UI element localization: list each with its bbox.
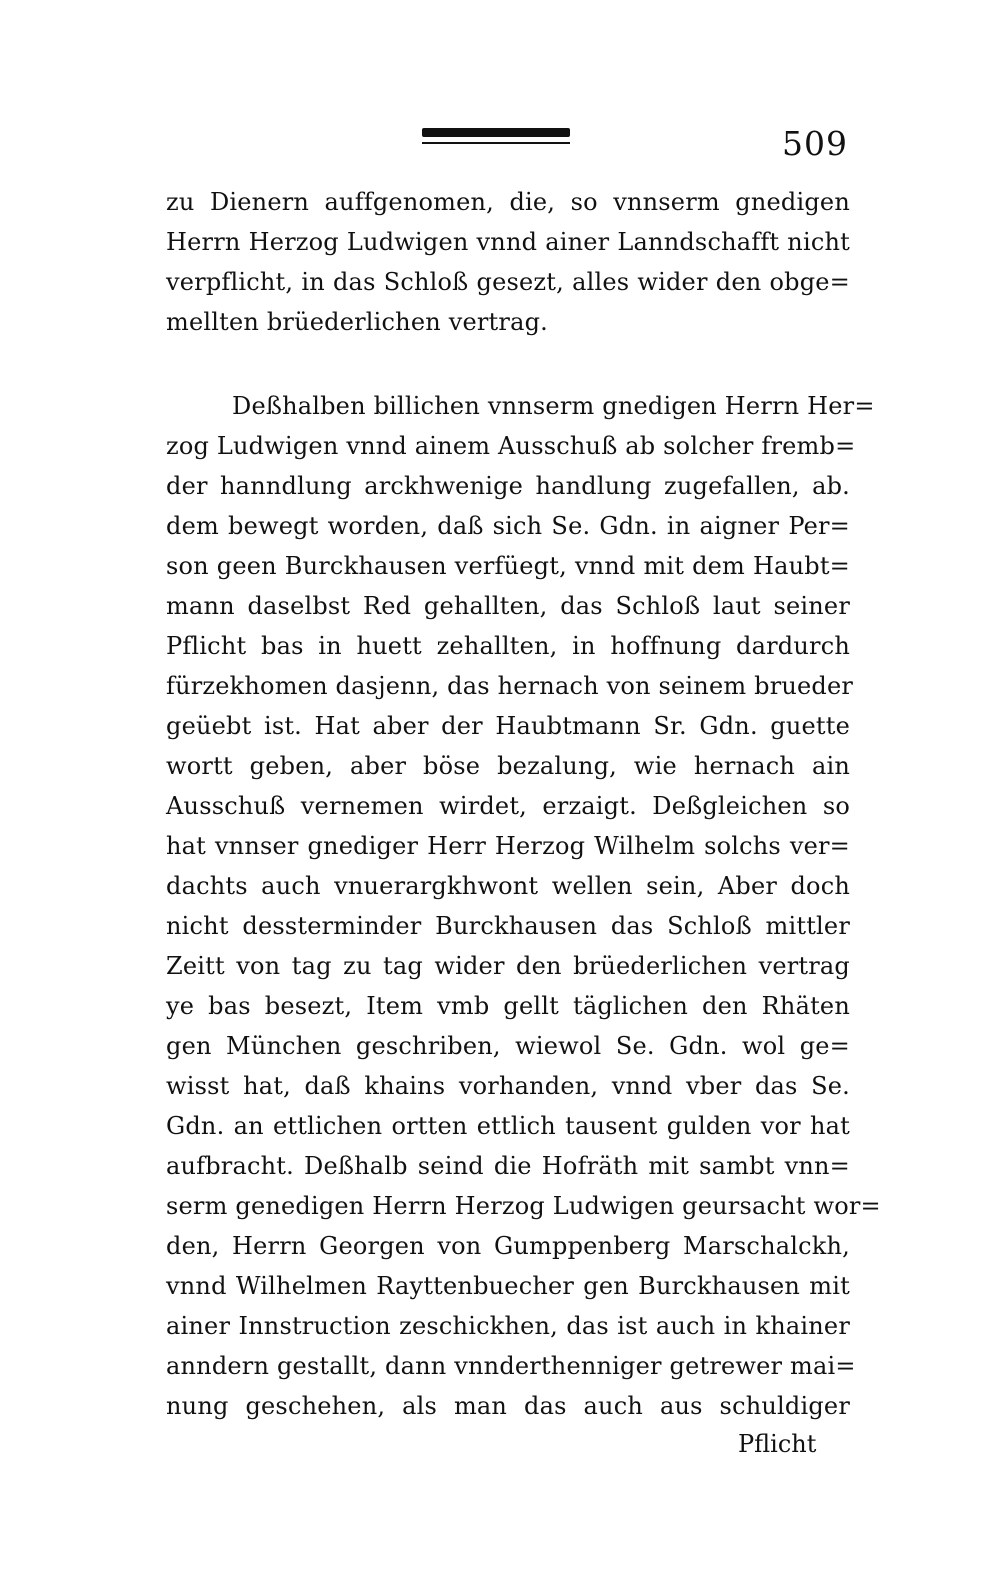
text-line: Deßhalben billichen vnnserm gnedigen Herrn Her= <box>232 392 875 420</box>
text-line: anndern gestallt, dann vnnderthenniger getrewer mai= <box>166 1352 856 1380</box>
page-number: 509 <box>782 124 848 163</box>
text-line: zog Ludwigen vnnd ainem Ausschuß ab solcher fremb= <box>166 432 856 460</box>
text-line: Zeitt von tag zu tag wider den brüederlichen vertrag <box>166 952 850 980</box>
text-line: vnnd Wilhelmen Rayttenbuecher gen Burckhausen mit <box>166 1272 850 1300</box>
text-line: der hanndlung arckhwenige handlung zugefallen, ab. <box>166 472 850 500</box>
text-line: gen München geschriben, wiewol Se. Gdn. wol ge= <box>166 1032 850 1060</box>
text-line: ye bas besezt, Item vmb gellt täglichen den Rhäten <box>166 992 850 1020</box>
text-line: zu Dienern auffgenomen, die, so vnnserm gnedigen <box>166 188 850 216</box>
text-line: dachts auch vnuerargkhwont wellen sein, Aber doch <box>166 872 850 900</box>
text-line: verpflicht, in das Schloß gesezt, alles wider den obge= <box>166 268 850 296</box>
text-line: wortt geben, aber böse bezalung, wie hernach ain <box>166 752 850 780</box>
text-line: Herrn Herzog Ludwigen vnnd ainer Lanndschafft nicht <box>166 228 850 256</box>
header-rule-thick <box>422 128 570 137</box>
text-line: ainer Innstruction zeschickhen, das ist auch in khainer <box>166 1312 850 1340</box>
text-line: wisst hat, daß khains vorhanden, vnnd vber das Se. <box>166 1072 850 1100</box>
text-line: Ausschuß vernemen wirdet, erzaigt. Deßgleichen so <box>166 792 850 820</box>
text-line: mellten brüederlichen vertrag. <box>166 308 548 336</box>
text-line: Gdn. an ettlichen ortten ettlich tausent gulden vor hat <box>166 1112 850 1140</box>
text-line: nicht dessterminder Burckhausen das Schloß mittler <box>166 912 850 940</box>
catchword: Pflicht <box>738 1430 817 1458</box>
text-line: geüebt ist. Hat aber der Haubtmann Sr. Gdn. guette <box>166 712 850 740</box>
text-line: serm genedigen Herrn Herzog Ludwigen geursacht wor= <box>166 1192 881 1220</box>
text-line: dem bewegt worden, daß sich Se. Gdn. in aigner Per= <box>166 512 850 540</box>
text-line: son geen Burckhausen verfüegt, vnnd mit dem Haubt= <box>166 552 850 580</box>
text-line: den, Herrn Georgen von Gumppenberg Marschalckh, <box>166 1232 850 1260</box>
text-line: nung geschehen, als man das auch aus schuldiger <box>166 1392 850 1420</box>
text-line: hat vnnser gnediger Herr Herzog Wilhelm solchs ver= <box>166 832 850 860</box>
text-line: fürzekhomen dasjenn, das hernach von seinem brueder <box>166 672 854 700</box>
text-line: mann daselbst Red gehallten, das Schloß laut seiner <box>166 592 850 620</box>
text-line: aufbracht. Deßhalb seind die Hofräth mit sambt vnn= <box>166 1152 850 1180</box>
header-rule-thin <box>422 142 570 144</box>
text-line: Pflicht bas in huett zehallten, in hoffnung dardurch <box>166 632 850 660</box>
header-ornament-rule <box>422 128 570 144</box>
